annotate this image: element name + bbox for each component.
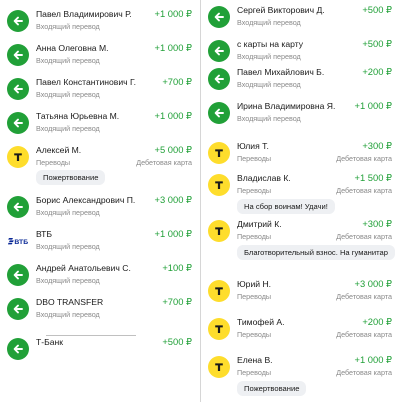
operation-amount: +3 000 ₽ xyxy=(154,194,192,205)
operation-amount: +1 000 ₽ xyxy=(154,42,192,53)
operation-row[interactable] xyxy=(201,278,400,308)
operation-type: Переводы xyxy=(36,158,71,167)
operation-type: Входящий перевод xyxy=(36,124,100,133)
avatar xyxy=(208,102,230,124)
operation-amount: +1 000 ₽ xyxy=(154,8,192,19)
operation-row[interactable] xyxy=(201,316,400,346)
avatar xyxy=(7,44,29,66)
operation-type: Переводы xyxy=(237,330,272,339)
transfer-comment: Пожертвование xyxy=(237,381,306,396)
arrow-left-icon xyxy=(12,269,24,281)
avatar xyxy=(208,40,230,62)
operation-name: DBO TRANSFER xyxy=(36,297,104,307)
operation-name: Андрей Анатольевич С. xyxy=(36,263,131,273)
operation-name: Борис Александрович П. xyxy=(36,195,136,205)
operation-amount: +500 ₽ xyxy=(162,336,192,347)
avatar xyxy=(208,68,230,90)
operation-row[interactable] xyxy=(201,4,400,34)
avatar xyxy=(7,196,29,218)
operation-row[interactable] xyxy=(201,354,400,398)
tinkoff-t-icon xyxy=(213,285,225,297)
operation-amount: +3 000 ₽ xyxy=(354,278,392,289)
avatar xyxy=(208,280,230,302)
vtb-logo-icon xyxy=(8,235,28,247)
operation-row[interactable] xyxy=(0,194,200,224)
card-type: Дебетовая карта xyxy=(336,292,392,301)
operation-row[interactable] xyxy=(0,296,200,326)
avatar xyxy=(7,298,29,320)
avatar xyxy=(208,6,230,28)
operation-amount: +1 500 ₽ xyxy=(354,172,392,183)
operation-name: Юрий Н. xyxy=(237,279,272,289)
operation-amount: +1 000 ₽ xyxy=(154,110,192,121)
svg-text:ВТБ: ВТБ xyxy=(14,239,28,247)
arrow-left-icon xyxy=(12,83,24,95)
operation-type: Входящий перевод xyxy=(36,56,100,65)
scroll-indicator xyxy=(46,335,136,336)
operation-name: Анна Олеговна М. xyxy=(36,43,109,53)
avatar xyxy=(208,356,230,378)
operation-amount: +700 ₽ xyxy=(162,296,192,307)
operation-row[interactable] xyxy=(0,42,200,72)
operation-amount: +200 ₽ xyxy=(362,316,392,327)
arrow-left-icon xyxy=(12,201,24,213)
avatar xyxy=(208,174,230,196)
operation-row[interactable] xyxy=(0,228,200,258)
operation-amount: +5 000 ₽ xyxy=(154,144,192,155)
operation-name: Татьяна Юрьевна М. xyxy=(36,111,120,121)
avatar xyxy=(208,318,230,340)
operation-name: Юлия Т. xyxy=(237,141,269,151)
operation-row[interactable] xyxy=(0,8,200,38)
card-type: Дебетовая карта xyxy=(336,232,392,241)
operation-name: Алексей М. xyxy=(36,145,82,155)
operation-type: Входящий перевод xyxy=(36,310,100,319)
arrow-left-icon xyxy=(12,117,24,129)
operation-type: Входящий перевод xyxy=(237,114,301,123)
operation-amount: +500 ₽ xyxy=(362,38,392,49)
operation-type: Переводы xyxy=(237,186,272,195)
operation-name: ВТБ xyxy=(36,229,53,239)
card-type: Дебетовая карта xyxy=(336,368,392,377)
operation-type: Переводы xyxy=(237,292,272,301)
operation-type: Входящий перевод xyxy=(36,242,100,251)
operation-row[interactable] xyxy=(201,218,400,262)
arrow-left-icon xyxy=(213,107,225,119)
operation-row[interactable] xyxy=(0,110,200,140)
tinkoff-t-icon xyxy=(213,147,225,159)
operation-type: Входящий перевод xyxy=(36,90,100,99)
operation-name: Ирина Владимировна Я. xyxy=(237,101,336,111)
operation-row[interactable] xyxy=(201,140,400,170)
tinkoff-t-icon xyxy=(213,361,225,373)
card-type: Дебетовая карта xyxy=(336,154,392,163)
operation-name: Елена В. xyxy=(237,355,273,365)
card-type: Дебетовая карта xyxy=(336,330,392,339)
operation-type: Переводы xyxy=(237,368,272,377)
operation-name: Павел Владимирович Р. xyxy=(36,9,132,19)
operation-amount: +1 000 ₽ xyxy=(354,354,392,365)
right-operations-list xyxy=(201,0,400,402)
arrow-left-icon xyxy=(213,73,225,85)
operation-row[interactable] xyxy=(0,262,200,292)
avatar xyxy=(7,338,29,360)
avatar xyxy=(7,146,29,168)
operation-name: Сергей Викторович Д. xyxy=(237,5,325,15)
avatar xyxy=(7,78,29,100)
avatar xyxy=(7,10,29,32)
arrow-left-icon xyxy=(213,45,225,57)
tinkoff-t-icon xyxy=(213,323,225,335)
arrow-left-icon xyxy=(213,11,225,23)
arrow-left-icon xyxy=(12,15,24,27)
operation-amount: +700 ₽ xyxy=(162,76,192,87)
operation-type: Входящий перевод xyxy=(36,22,100,31)
operation-name: Владислав К. xyxy=(237,173,291,183)
operation-name: Павел Михайлович Б. xyxy=(237,67,325,77)
transfer-comment: Благотворительный взнос. На гуманитар xyxy=(237,245,395,260)
operation-amount: +100 ₽ xyxy=(162,262,192,273)
operation-row[interactable] xyxy=(201,66,400,96)
arrow-left-icon xyxy=(12,343,24,355)
avatar xyxy=(7,112,29,134)
operation-amount: +1 000 ₽ xyxy=(154,228,192,239)
operation-type: Входящий перевод xyxy=(36,276,100,285)
operation-amount: +500 ₽ xyxy=(362,4,392,15)
operation-type: Входящий перевод xyxy=(36,208,100,217)
operation-name: Дмитрий К. xyxy=(237,219,282,229)
operation-row[interactable] xyxy=(0,336,200,366)
tinkoff-t-icon xyxy=(213,179,225,191)
arrow-left-icon xyxy=(12,303,24,315)
operation-row[interactable] xyxy=(201,100,400,130)
transfer-comment: Пожертвование xyxy=(36,170,105,185)
operation-name: Тимофей А. xyxy=(237,317,285,327)
operation-row[interactable] xyxy=(201,38,400,68)
tinkoff-t-icon xyxy=(213,225,225,237)
operation-amount: +300 ₽ xyxy=(362,218,392,229)
operation-amount: +300 ₽ xyxy=(362,140,392,151)
card-type: Дебетовая карта xyxy=(136,158,192,167)
operation-amount: +200 ₽ xyxy=(362,66,392,77)
operation-name: Т-Банк xyxy=(36,337,64,347)
operation-row[interactable] xyxy=(0,144,200,188)
operation-type: Переводы xyxy=(237,232,272,241)
operation-row[interactable] xyxy=(0,76,200,106)
tinkoff-t-icon xyxy=(12,151,24,163)
operation-type: Входящий перевод xyxy=(237,80,301,89)
avatar xyxy=(208,142,230,164)
operation-amount: +1 000 ₽ xyxy=(354,100,392,111)
transfer-comment: На сбор воинам! Удачи! xyxy=(237,199,335,214)
operation-type: Входящий перевод xyxy=(237,18,301,27)
operation-type: Входящий перевод xyxy=(237,52,301,61)
avatar xyxy=(208,220,230,242)
arrow-left-icon xyxy=(12,49,24,61)
operation-row[interactable] xyxy=(201,172,400,216)
card-type: Дебетовая карта xyxy=(336,186,392,195)
operation-type: Переводы xyxy=(237,154,272,163)
operation-name: с карты на карту xyxy=(237,39,304,49)
avatar xyxy=(7,230,29,252)
avatar xyxy=(7,264,29,286)
operation-name: Павел Константинович Г. xyxy=(36,77,136,87)
